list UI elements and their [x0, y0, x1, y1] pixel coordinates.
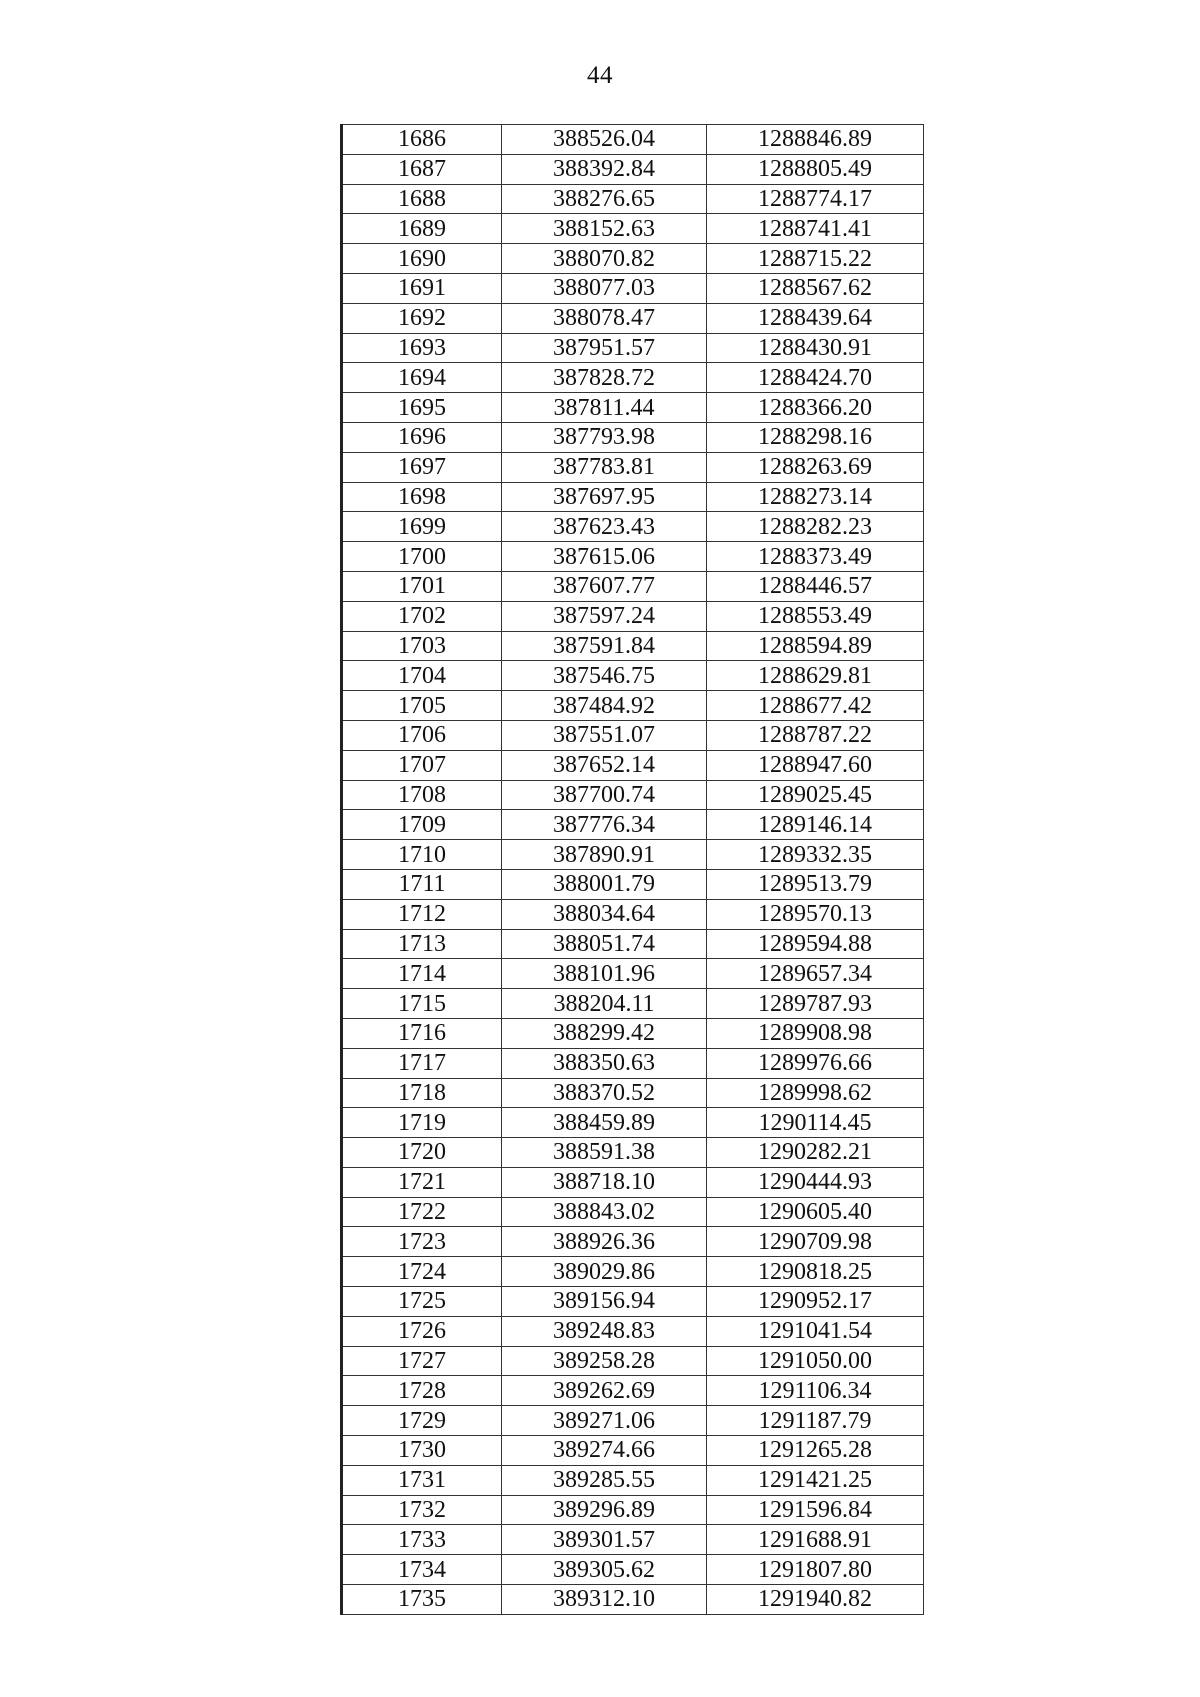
point-number-cell: 1733 [342, 1525, 502, 1555]
y-coordinate-cell: 1288567.62 [707, 273, 924, 303]
table-row [342, 661, 924, 691]
x-coordinate-cell: 387890.91 [502, 840, 707, 870]
y-coordinate-cell: 1291050.00 [707, 1346, 924, 1376]
point-number-cell: 1713 [342, 929, 502, 959]
x-coordinate-cell: 388034.64 [502, 899, 707, 929]
x-coordinate-cell: 387700.74 [502, 780, 707, 810]
x-coordinate-cell: 387484.92 [502, 691, 707, 721]
y-coordinate-cell: 1288273.14 [707, 482, 924, 512]
table-row [342, 989, 924, 1019]
y-coordinate-cell: 1289657.34 [707, 959, 924, 989]
x-coordinate-cell: 388001.79 [502, 869, 707, 899]
point-number-cell: 1695 [342, 393, 502, 423]
table-row [342, 1376, 924, 1406]
x-coordinate-cell: 388070.82 [502, 244, 707, 274]
y-coordinate-cell: 1290114.45 [707, 1108, 924, 1138]
y-coordinate-cell: 1289976.66 [707, 1048, 924, 1078]
table-row [342, 1167, 924, 1197]
table-row [342, 393, 924, 423]
x-coordinate-cell: 387597.24 [502, 601, 707, 631]
point-number-cell: 1690 [342, 244, 502, 274]
y-coordinate-cell: 1288282.23 [707, 512, 924, 542]
y-coordinate-cell: 1289025.45 [707, 780, 924, 810]
x-coordinate-cell: 387811.44 [502, 393, 707, 423]
point-number-cell: 1732 [342, 1495, 502, 1525]
x-coordinate-cell: 389248.83 [502, 1316, 707, 1346]
table-row [342, 1257, 924, 1287]
x-coordinate-cell: 388591.38 [502, 1138, 707, 1168]
y-coordinate-cell: 1289787.93 [707, 989, 924, 1019]
table-row [342, 1316, 924, 1346]
x-coordinate-cell: 387623.43 [502, 512, 707, 542]
table-row [342, 452, 924, 482]
x-coordinate-cell: 388051.74 [502, 929, 707, 959]
x-coordinate-cell: 389285.55 [502, 1465, 707, 1495]
table-row [342, 720, 924, 750]
point-number-cell: 1694 [342, 363, 502, 393]
y-coordinate-cell: 1288787.22 [707, 720, 924, 750]
y-coordinate-cell: 1290605.40 [707, 1197, 924, 1227]
x-coordinate-cell: 388459.89 [502, 1108, 707, 1138]
table-row [342, 1197, 924, 1227]
table-row [342, 1346, 924, 1376]
table-row [342, 810, 924, 840]
point-number-cell: 1722 [342, 1197, 502, 1227]
x-coordinate-cell: 388843.02 [502, 1197, 707, 1227]
y-coordinate-cell: 1291106.34 [707, 1376, 924, 1406]
x-coordinate-cell: 388078.47 [502, 303, 707, 333]
point-number-cell: 1723 [342, 1227, 502, 1257]
x-coordinate-cell: 387697.95 [502, 482, 707, 512]
point-number-cell: 1701 [342, 571, 502, 601]
point-number-cell: 1709 [342, 810, 502, 840]
table-row [342, 512, 924, 542]
y-coordinate-cell: 1288446.57 [707, 571, 924, 601]
table-row [342, 1108, 924, 1138]
y-coordinate-cell: 1288805.49 [707, 154, 924, 184]
table-row [342, 333, 924, 363]
y-coordinate-cell: 1288263.69 [707, 452, 924, 482]
point-number-cell: 1702 [342, 601, 502, 631]
y-coordinate-cell: 1291041.54 [707, 1316, 924, 1346]
y-coordinate-cell: 1288715.22 [707, 244, 924, 274]
x-coordinate-cell: 389262.69 [502, 1376, 707, 1406]
y-coordinate-cell: 1291265.28 [707, 1436, 924, 1466]
point-number-cell: 1703 [342, 631, 502, 661]
x-coordinate-cell: 388718.10 [502, 1167, 707, 1197]
x-coordinate-cell: 387591.84 [502, 631, 707, 661]
y-coordinate-cell: 1291940.82 [707, 1585, 924, 1615]
coordinates-table-body [342, 125, 924, 1615]
point-number-cell: 1730 [342, 1436, 502, 1466]
table-row [342, 154, 924, 184]
point-number-cell: 1697 [342, 452, 502, 482]
point-number-cell: 1719 [342, 1108, 502, 1138]
table-row [342, 780, 924, 810]
table-row [342, 1227, 924, 1257]
point-number-cell: 1716 [342, 1018, 502, 1048]
y-coordinate-cell: 1288947.60 [707, 750, 924, 780]
point-number-cell: 1689 [342, 214, 502, 244]
y-coordinate-cell: 1288629.81 [707, 661, 924, 691]
table-row [342, 273, 924, 303]
x-coordinate-cell: 388299.42 [502, 1018, 707, 1048]
y-coordinate-cell: 1289332.35 [707, 840, 924, 870]
point-number-cell: 1706 [342, 720, 502, 750]
y-coordinate-cell: 1289998.62 [707, 1078, 924, 1108]
table-row [342, 1525, 924, 1555]
point-number-cell: 1725 [342, 1287, 502, 1317]
y-coordinate-cell: 1289146.14 [707, 810, 924, 840]
y-coordinate-cell: 1288774.17 [707, 184, 924, 214]
point-number-cell: 1700 [342, 542, 502, 572]
y-coordinate-cell: 1288594.89 [707, 631, 924, 661]
y-coordinate-cell: 1291187.79 [707, 1406, 924, 1436]
table-row [342, 1406, 924, 1436]
point-number-cell: 1717 [342, 1048, 502, 1078]
x-coordinate-cell: 388204.11 [502, 989, 707, 1019]
point-number-cell: 1715 [342, 989, 502, 1019]
y-coordinate-cell: 1289513.79 [707, 869, 924, 899]
table-row [342, 1585, 924, 1615]
x-coordinate-cell: 389258.28 [502, 1346, 707, 1376]
x-coordinate-cell: 389029.86 [502, 1257, 707, 1287]
point-number-cell: 1729 [342, 1406, 502, 1436]
point-number-cell: 1731 [342, 1465, 502, 1495]
table-row [342, 1465, 924, 1495]
table-row [342, 571, 924, 601]
point-number-cell: 1687 [342, 154, 502, 184]
x-coordinate-cell: 387546.75 [502, 661, 707, 691]
y-coordinate-cell: 1290282.21 [707, 1138, 924, 1168]
x-coordinate-cell: 389305.62 [502, 1555, 707, 1585]
table-row [342, 125, 924, 155]
y-coordinate-cell: 1288846.89 [707, 125, 924, 155]
table-row [342, 631, 924, 661]
table-row [342, 929, 924, 959]
point-number-cell: 1726 [342, 1316, 502, 1346]
table-row [342, 542, 924, 572]
point-number-cell: 1718 [342, 1078, 502, 1108]
table-row [342, 1018, 924, 1048]
point-number-cell: 1728 [342, 1376, 502, 1406]
table-row [342, 601, 924, 631]
point-number-cell: 1735 [342, 1585, 502, 1615]
table-row [342, 959, 924, 989]
point-number-cell: 1714 [342, 959, 502, 989]
y-coordinate-cell: 1289594.88 [707, 929, 924, 959]
point-number-cell: 1686 [342, 125, 502, 155]
x-coordinate-cell: 389271.06 [502, 1406, 707, 1436]
y-coordinate-cell: 1289908.98 [707, 1018, 924, 1048]
x-coordinate-cell: 387607.77 [502, 571, 707, 601]
point-number-cell: 1724 [342, 1257, 502, 1287]
point-number-cell: 1705 [342, 691, 502, 721]
x-coordinate-cell: 388077.03 [502, 273, 707, 303]
y-coordinate-cell: 1288741.41 [707, 214, 924, 244]
x-coordinate-cell: 388526.04 [502, 125, 707, 155]
x-coordinate-cell: 388101.96 [502, 959, 707, 989]
y-coordinate-cell: 1288298.16 [707, 422, 924, 452]
y-coordinate-cell: 1288373.49 [707, 542, 924, 572]
point-number-cell: 1699 [342, 512, 502, 542]
table-row [342, 750, 924, 780]
x-coordinate-cell: 388370.52 [502, 1078, 707, 1108]
table-row [342, 1138, 924, 1168]
y-coordinate-cell: 1290818.25 [707, 1257, 924, 1287]
coordinates-table [340, 124, 924, 1615]
x-coordinate-cell: 387793.98 [502, 422, 707, 452]
point-number-cell: 1734 [342, 1555, 502, 1585]
y-coordinate-cell: 1288366.20 [707, 393, 924, 423]
table-row [342, 899, 924, 929]
point-number-cell: 1710 [342, 840, 502, 870]
table-row [342, 1078, 924, 1108]
y-coordinate-cell: 1288430.91 [707, 333, 924, 363]
table-row [342, 303, 924, 333]
x-coordinate-cell: 388392.84 [502, 154, 707, 184]
x-coordinate-cell: 389301.57 [502, 1525, 707, 1555]
y-coordinate-cell: 1290444.93 [707, 1167, 924, 1197]
point-number-cell: 1696 [342, 422, 502, 452]
table-row [342, 691, 924, 721]
x-coordinate-cell: 389156.94 [502, 1287, 707, 1317]
x-coordinate-cell: 387615.06 [502, 542, 707, 572]
x-coordinate-cell: 387828.72 [502, 363, 707, 393]
x-coordinate-cell: 388152.63 [502, 214, 707, 244]
point-number-cell: 1688 [342, 184, 502, 214]
y-coordinate-cell: 1290709.98 [707, 1227, 924, 1257]
y-coordinate-cell: 1290952.17 [707, 1287, 924, 1317]
table-row [342, 422, 924, 452]
table-row [342, 1287, 924, 1317]
point-number-cell: 1691 [342, 273, 502, 303]
x-coordinate-cell: 388276.65 [502, 184, 707, 214]
y-coordinate-cell: 1288439.64 [707, 303, 924, 333]
x-coordinate-cell: 389312.10 [502, 1585, 707, 1615]
point-number-cell: 1704 [342, 661, 502, 691]
table-row [342, 363, 924, 393]
x-coordinate-cell: 389274.66 [502, 1436, 707, 1466]
table-row [342, 1048, 924, 1078]
point-number-cell: 1721 [342, 1167, 502, 1197]
table-row [342, 244, 924, 274]
table-row [342, 184, 924, 214]
x-coordinate-cell: 388926.36 [502, 1227, 707, 1257]
x-coordinate-cell: 387783.81 [502, 452, 707, 482]
y-coordinate-cell: 1288424.70 [707, 363, 924, 393]
x-coordinate-cell: 387951.57 [502, 333, 707, 363]
x-coordinate-cell: 387551.07 [502, 720, 707, 750]
y-coordinate-cell: 1291688.91 [707, 1525, 924, 1555]
table-row [342, 214, 924, 244]
x-coordinate-cell: 388350.63 [502, 1048, 707, 1078]
table-row [342, 840, 924, 870]
point-number-cell: 1711 [342, 869, 502, 899]
point-number-cell: 1708 [342, 780, 502, 810]
table-row [342, 869, 924, 899]
point-number-cell: 1707 [342, 750, 502, 780]
table-row [342, 1495, 924, 1525]
y-coordinate-cell: 1291807.80 [707, 1555, 924, 1585]
point-number-cell: 1712 [342, 899, 502, 929]
point-number-cell: 1727 [342, 1346, 502, 1376]
point-number-cell: 1692 [342, 303, 502, 333]
table-row [342, 482, 924, 512]
page-number: 44 [587, 62, 613, 89]
x-coordinate-cell: 389296.89 [502, 1495, 707, 1525]
table-row [342, 1555, 924, 1585]
point-number-cell: 1698 [342, 482, 502, 512]
point-number-cell: 1720 [342, 1138, 502, 1168]
point-number-cell: 1693 [342, 333, 502, 363]
x-coordinate-cell: 387776.34 [502, 810, 707, 840]
y-coordinate-cell: 1291421.25 [707, 1465, 924, 1495]
x-coordinate-cell: 387652.14 [502, 750, 707, 780]
table-row [342, 1436, 924, 1466]
y-coordinate-cell: 1288677.42 [707, 691, 924, 721]
y-coordinate-cell: 1288553.49 [707, 601, 924, 631]
y-coordinate-cell: 1289570.13 [707, 899, 924, 929]
y-coordinate-cell: 1291596.84 [707, 1495, 924, 1525]
